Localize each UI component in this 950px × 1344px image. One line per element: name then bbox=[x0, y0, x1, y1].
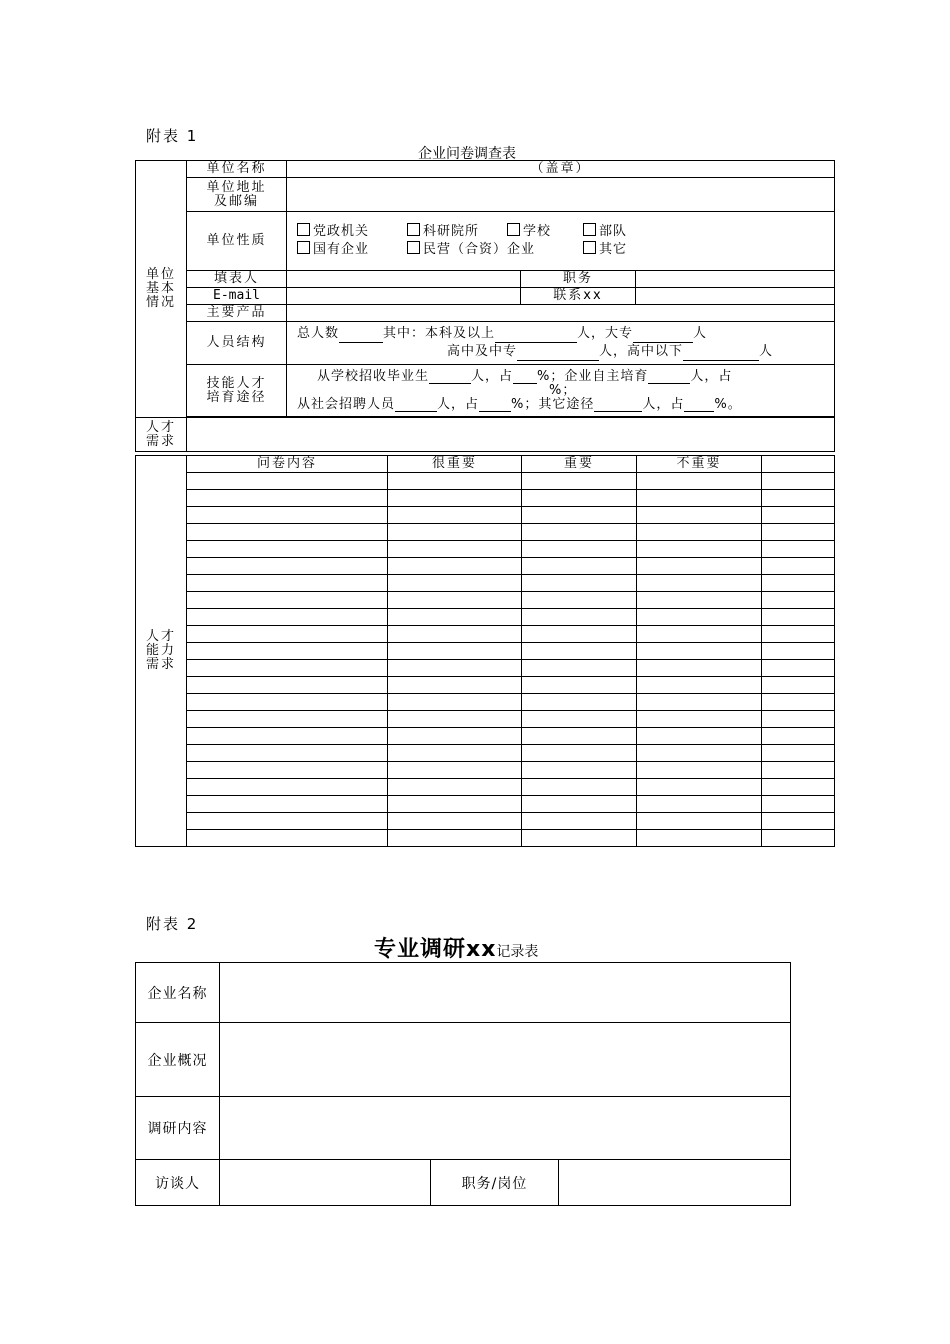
grid-cell[interactable] bbox=[388, 473, 522, 490]
grid-cell[interactable] bbox=[762, 694, 835, 711]
company-overview-field[interactable] bbox=[220, 1023, 791, 1097]
grid-cell[interactable] bbox=[637, 779, 762, 796]
checkbox-icon[interactable] bbox=[583, 241, 596, 254]
grid-cell[interactable] bbox=[637, 694, 762, 711]
grid-cell[interactable] bbox=[762, 592, 835, 609]
grid-cell[interactable] bbox=[522, 796, 637, 813]
staff-structure-field: 总人数 其中：本科及以上 人，大专 人 高中及中专 人，高中以下 人 bbox=[287, 322, 835, 365]
table-row bbox=[136, 524, 835, 541]
grid-cell[interactable] bbox=[187, 728, 388, 745]
nature-options bbox=[287, 212, 835, 271]
research-content-field[interactable] bbox=[220, 1097, 791, 1160]
grid-cell[interactable] bbox=[187, 745, 388, 762]
grid-cell[interactable] bbox=[522, 592, 637, 609]
grid-cell[interactable] bbox=[762, 660, 835, 677]
grid-cell[interactable] bbox=[187, 592, 388, 609]
grid-cell[interactable] bbox=[187, 830, 388, 847]
grid-cell[interactable] bbox=[388, 558, 522, 575]
grid-cell[interactable] bbox=[187, 694, 388, 711]
table-row bbox=[136, 558, 835, 575]
grid-cell[interactable] bbox=[637, 660, 762, 677]
grid-cell[interactable] bbox=[522, 813, 637, 830]
checkbox-icon[interactable] bbox=[407, 223, 420, 236]
blank-graduates-pct[interactable] bbox=[513, 370, 537, 384]
table-row bbox=[136, 473, 835, 490]
position-field-2[interactable] bbox=[559, 1160, 791, 1206]
grid-cell[interactable] bbox=[522, 745, 637, 762]
grid-cell[interactable] bbox=[388, 524, 522, 541]
interviewee-label: 访谈人 bbox=[136, 1160, 220, 1206]
blank-self-trained[interactable] bbox=[648, 370, 690, 384]
grid-cell[interactable] bbox=[762, 796, 835, 813]
email-label: E-mail bbox=[187, 288, 287, 305]
talent-demand-field[interactable] bbox=[187, 418, 835, 452]
grid-cell[interactable] bbox=[187, 762, 388, 779]
staff-structure-label: 人员结构 bbox=[187, 322, 287, 365]
grid-cell[interactable] bbox=[522, 728, 637, 745]
grid-cell[interactable] bbox=[388, 660, 522, 677]
ability-side-label: 人才 能力 需求 bbox=[136, 456, 187, 847]
grid-cell[interactable] bbox=[522, 779, 637, 796]
position-field[interactable] bbox=[636, 271, 835, 288]
basic-info-side-label: 单位 基本 情况 bbox=[136, 161, 187, 418]
nature-option[interactable]: 国有企业 bbox=[297, 241, 407, 259]
table2-title-main: 专业调研xx bbox=[374, 937, 497, 962]
nature-label: 单位性质 bbox=[187, 212, 287, 271]
grid-cell[interactable] bbox=[637, 745, 762, 762]
grid-cell[interactable] bbox=[388, 541, 522, 558]
table-row bbox=[136, 796, 835, 813]
grid-cell[interactable] bbox=[762, 643, 835, 660]
table1-label: 附表 1 bbox=[146, 127, 199, 145]
table2-title bbox=[374, 932, 538, 963]
grid-cell[interactable] bbox=[762, 558, 835, 575]
table-row bbox=[136, 626, 835, 643]
grid-cell[interactable] bbox=[522, 762, 637, 779]
table1-title: 企业问卷调查表 bbox=[418, 146, 516, 162]
grid-cell[interactable] bbox=[187, 813, 388, 830]
address-field[interactable] bbox=[287, 178, 835, 212]
table-row bbox=[136, 643, 835, 660]
grid-cell[interactable] bbox=[522, 558, 637, 575]
checkbox-icon[interactable] bbox=[507, 223, 520, 236]
grid-cell[interactable] bbox=[637, 609, 762, 626]
grid-cell[interactable] bbox=[187, 626, 388, 643]
unit-name-field[interactable]: （盖章） bbox=[287, 161, 835, 178]
checkbox-icon[interactable] bbox=[297, 223, 310, 236]
nature-option[interactable]: 学校 bbox=[507, 223, 583, 241]
table-row bbox=[136, 541, 835, 558]
grid-cell[interactable] bbox=[388, 728, 522, 745]
header-important: 重要 bbox=[522, 456, 637, 473]
filler-label: 填表人 bbox=[187, 271, 287, 288]
blank-other-pct[interactable] bbox=[684, 398, 714, 412]
nature-option[interactable]: 科研院所 bbox=[407, 223, 507, 241]
grid-cell[interactable] bbox=[762, 609, 835, 626]
research-content-label: 调研内容 bbox=[136, 1097, 220, 1160]
blank-below-highschool[interactable] bbox=[683, 347, 759, 361]
grid-cell[interactable] bbox=[388, 796, 522, 813]
grid-cell[interactable] bbox=[522, 626, 637, 643]
grid-cell[interactable] bbox=[187, 660, 388, 677]
table-row bbox=[136, 507, 835, 524]
table-row bbox=[136, 575, 835, 592]
grid-cell[interactable] bbox=[187, 541, 388, 558]
grid-cell[interactable] bbox=[388, 694, 522, 711]
table-row bbox=[136, 745, 835, 762]
grid-cell[interactable] bbox=[637, 643, 762, 660]
header-blank bbox=[762, 456, 835, 473]
grid-cell[interactable] bbox=[522, 643, 637, 660]
grid-cell[interactable] bbox=[637, 762, 762, 779]
grid-cell[interactable] bbox=[187, 473, 388, 490]
grid-cell[interactable] bbox=[187, 711, 388, 728]
table-row bbox=[136, 779, 835, 796]
checkbox-icon[interactable] bbox=[407, 241, 420, 254]
grid-cell[interactable] bbox=[388, 626, 522, 643]
grid-cell[interactable] bbox=[637, 592, 762, 609]
grid-cell[interactable] bbox=[388, 830, 522, 847]
blank-social-hires[interactable] bbox=[395, 398, 437, 412]
products-label: 主要产品 bbox=[187, 305, 287, 322]
blank-highschool[interactable] bbox=[517, 347, 599, 361]
grid-cell[interactable] bbox=[762, 490, 835, 507]
table-row bbox=[136, 711, 835, 728]
table-row bbox=[136, 592, 835, 609]
grid-cell[interactable] bbox=[522, 490, 637, 507]
grid-cell[interactable] bbox=[388, 813, 522, 830]
grid-cell[interactable] bbox=[762, 762, 835, 779]
company-overview-label: 企业概况 bbox=[136, 1023, 220, 1097]
grid-cell[interactable] bbox=[522, 694, 637, 711]
checkbox-icon[interactable] bbox=[583, 223, 596, 236]
contact-label: 联系xx bbox=[521, 288, 636, 305]
grid-cell[interactable] bbox=[388, 507, 522, 524]
grid-cell[interactable] bbox=[762, 575, 835, 592]
nature-option[interactable]: 党政机关 bbox=[297, 223, 407, 241]
nature-option[interactable]: 其它 bbox=[583, 242, 627, 257]
grid-cell[interactable] bbox=[637, 490, 762, 507]
table-row bbox=[136, 677, 835, 694]
grid-cell[interactable] bbox=[187, 524, 388, 541]
blank-college[interactable] bbox=[633, 329, 693, 343]
grid-cell[interactable] bbox=[388, 609, 522, 626]
grid-cell[interactable] bbox=[522, 830, 637, 847]
grid-cell[interactable] bbox=[388, 745, 522, 762]
grid-cell[interactable] bbox=[762, 677, 835, 694]
grid-cell[interactable] bbox=[637, 507, 762, 524]
grid-cell[interactable] bbox=[637, 575, 762, 592]
grid-cell[interactable] bbox=[637, 524, 762, 541]
grid-cell[interactable] bbox=[762, 779, 835, 796]
grid-cell[interactable] bbox=[762, 473, 835, 490]
email-field[interactable] bbox=[287, 288, 521, 305]
grid-cell[interactable] bbox=[762, 813, 835, 830]
grid-cell[interactable] bbox=[388, 643, 522, 660]
grid-cell[interactable] bbox=[522, 660, 637, 677]
grid-cell[interactable] bbox=[762, 524, 835, 541]
table-row bbox=[136, 728, 835, 745]
grid-cell[interactable] bbox=[187, 558, 388, 575]
research-record-table bbox=[135, 962, 791, 1206]
blank-bachelor[interactable] bbox=[495, 329, 577, 343]
grid-cell[interactable] bbox=[187, 609, 388, 626]
products-field[interactable] bbox=[287, 305, 835, 322]
grid-cell[interactable] bbox=[187, 643, 388, 660]
table-row bbox=[136, 830, 835, 847]
grid-cell[interactable] bbox=[637, 541, 762, 558]
table-row bbox=[136, 762, 835, 779]
header-very-important: 很重要 bbox=[388, 456, 522, 473]
header-not-important: 不重要 bbox=[637, 456, 762, 473]
training-field: 从学校招收毕业生 人，占 %；企业自主培育 人，占 %； 从社会招聘人员 人，占 %；其它途径 人，占 %。 bbox=[287, 365, 835, 417]
grid-cell[interactable] bbox=[388, 711, 522, 728]
grid-cell[interactable] bbox=[637, 677, 762, 694]
grid-cell[interactable] bbox=[637, 711, 762, 728]
grid-cell[interactable] bbox=[762, 626, 835, 643]
grid-cell[interactable] bbox=[388, 762, 522, 779]
blank-social-pct[interactable] bbox=[479, 398, 511, 412]
grid-cell[interactable] bbox=[187, 507, 388, 524]
grid-cell[interactable] bbox=[522, 677, 637, 694]
grid-cell[interactable] bbox=[637, 728, 762, 745]
nature-option[interactable]: 部队 bbox=[583, 224, 627, 239]
grid-cell[interactable] bbox=[187, 677, 388, 694]
grid-cell[interactable] bbox=[388, 575, 522, 592]
table-row bbox=[136, 609, 835, 626]
company-name-label: 企业名称 bbox=[136, 963, 220, 1023]
grid-cell[interactable] bbox=[637, 796, 762, 813]
table2-label: 附表 2 bbox=[146, 915, 199, 933]
interviewee-field[interactable] bbox=[220, 1160, 431, 1206]
grid-cell[interactable] bbox=[388, 592, 522, 609]
grid-cell[interactable] bbox=[522, 575, 637, 592]
talent-demand-label: 人才 需求 bbox=[136, 418, 187, 452]
grid-cell[interactable] bbox=[388, 779, 522, 796]
grid-cell[interactable] bbox=[762, 711, 835, 728]
grid-cell[interactable] bbox=[522, 609, 637, 626]
contact-field[interactable] bbox=[636, 288, 835, 305]
grid-cell[interactable] bbox=[388, 490, 522, 507]
grid-cell[interactable] bbox=[522, 711, 637, 728]
nature-option[interactable]: 民营（合资）企业 bbox=[407, 241, 583, 259]
grid-cell[interactable] bbox=[187, 490, 388, 507]
grid-cell[interactable] bbox=[522, 507, 637, 524]
grid-cell[interactable] bbox=[388, 677, 522, 694]
grid-cell[interactable] bbox=[637, 813, 762, 830]
blank-graduates[interactable] bbox=[429, 370, 471, 384]
grid-cell[interactable] bbox=[637, 626, 762, 643]
ability-table bbox=[135, 455, 835, 847]
address-label: 单位地址 及邮编 bbox=[187, 178, 287, 212]
grid-cell[interactable] bbox=[637, 830, 762, 847]
grid-cell[interactable] bbox=[762, 541, 835, 558]
table-row bbox=[136, 813, 835, 830]
grid-cell[interactable] bbox=[187, 575, 388, 592]
blank-total[interactable] bbox=[339, 329, 383, 343]
grid-cell[interactable] bbox=[522, 473, 637, 490]
blank-other[interactable] bbox=[594, 398, 642, 412]
grid-cell[interactable] bbox=[762, 728, 835, 745]
grid-cell[interactable] bbox=[762, 745, 835, 762]
table-row bbox=[136, 490, 835, 507]
company-name-field[interactable] bbox=[220, 963, 791, 1023]
grid-cell[interactable] bbox=[762, 507, 835, 524]
grid-cell[interactable] bbox=[522, 541, 637, 558]
checkbox-icon[interactable] bbox=[297, 241, 310, 254]
training-label: 技能人才 培育途径 bbox=[187, 365, 287, 417]
table-row bbox=[136, 694, 835, 711]
grid-cell[interactable] bbox=[637, 558, 762, 575]
grid-cell[interactable] bbox=[187, 796, 388, 813]
grid-cell[interactable] bbox=[762, 830, 835, 847]
grid-cell[interactable] bbox=[522, 524, 637, 541]
table-row bbox=[136, 660, 835, 677]
grid-cell[interactable] bbox=[637, 473, 762, 490]
unit-name-label: 单位名称 bbox=[187, 161, 287, 178]
filler-field[interactable] bbox=[287, 271, 521, 288]
table2-title-suffix: 记录表 bbox=[496, 944, 539, 960]
grid-cell[interactable] bbox=[187, 779, 388, 796]
header-content: 问卷内容 bbox=[187, 456, 388, 473]
survey-table bbox=[135, 160, 835, 452]
position-label: 职务 bbox=[521, 271, 636, 288]
position-label-2: 职务/岗位 bbox=[431, 1160, 559, 1206]
